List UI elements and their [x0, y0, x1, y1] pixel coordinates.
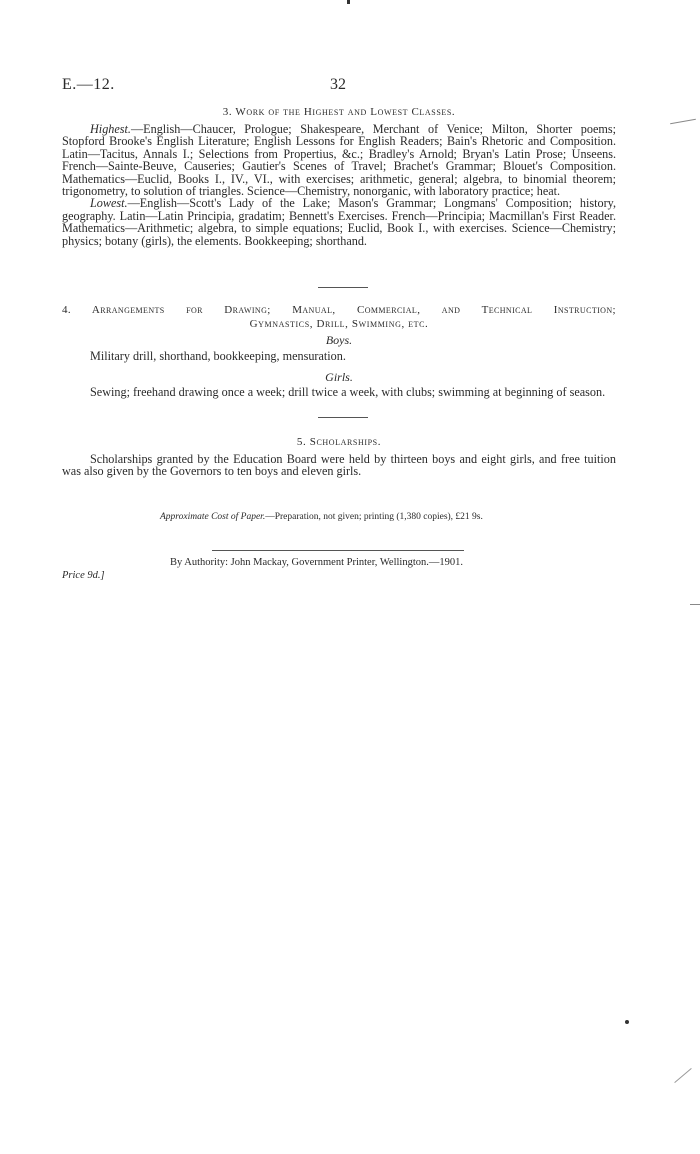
- highest-label: Highest.: [90, 122, 131, 136]
- section-4-subtitle: Gymnastics, Drill, Swimming, etc.: [249, 318, 429, 330]
- cost-of-paper-note: [160, 512, 483, 522]
- scan-mark: [670, 119, 696, 124]
- girls-text: Sewing; freehand drawing once a week; drill twice a week, with clubs; swimming at beginning of season.: [90, 385, 606, 399]
- section-3-body: [62, 123, 616, 247]
- highest-text: —English—Chaucer, Prologue; Shakespeare, Merchant of Venice; Milton, Shorter poems; Stopford Brooke's English Literature; English Lessons for English Readers; Bain's Rhetoric and Composition. Latin—Tacitus, Annals I.; Selections from Propertius, &c.; Bradley's Arnold; Bryan's Latin Prose; Unseens. French—Sainte-Beuve, Causeries; Gautier's Scenes of Travel; Brachet's Grammar; Blouet's Composition. Mathematics—Euclid, Books I., IV., VI., with exercises; arithmetic, general; algebra, to binomial theorem; trigonometry, to solution of triangles. Science—Chemistry, nonorganic, with laboratory practice; heat.: [62, 122, 616, 199]
- boys-paragraph: [62, 350, 616, 362]
- price: Price 9d.]: [62, 570, 105, 581]
- highest-paragraph: [62, 123, 616, 197]
- scan-mark: [674, 1068, 691, 1083]
- section-5-paragraph: [62, 453, 616, 478]
- girls-heading: Girls.: [325, 370, 353, 384]
- scan-speck: [347, 0, 350, 4]
- lowest-text: —English—Scott's Lady of the Lake; Mason's Grammar; Longmans' Composition; history, geography. Latin—Latin Principia, gradatim; Bennett's Exercises. French—Principia; Macmillan's First Reader. Mathematics—Arithmetic; algebra, to simple equations; Euclid, Book I., with exercises. Science—Chemistry; physics; botany (girls), the elements. Bookkeeping; shorthand.: [62, 196, 616, 248]
- cost-label: Approximate Cost of Paper.: [160, 512, 266, 522]
- boys-text: Military drill, shorthand, bookkeeping, mensuration.: [90, 349, 346, 363]
- girls-paragraph: [62, 386, 616, 398]
- cost-text: —Preparation, not given; printing (1,380 copies), £21 9s.: [265, 512, 483, 522]
- printer-imprint: By Authority: John Mackay, Government Printer, Wellington.—1901.: [170, 557, 463, 568]
- section-3-title: 3. Work of the Highest and Lowest Classes.: [222, 106, 456, 118]
- boys-heading: Boys.: [325, 333, 353, 347]
- section-divider: [318, 417, 368, 418]
- scan-mark: [690, 604, 700, 605]
- page-number: 32: [330, 76, 346, 93]
- section-divider: [318, 287, 368, 288]
- lowest-paragraph: [62, 197, 616, 247]
- section-5-title: 5. Scholarships.: [296, 436, 382, 448]
- footer-rule: [212, 550, 464, 551]
- document-reference: E.—12.: [62, 76, 115, 93]
- scan-speck: [625, 1020, 629, 1024]
- lowest-label: Lowest.: [90, 196, 128, 211]
- scholarships-text: Scholarships granted by the Education Board were held by thirteen boys and eight girls, and free tuition was also given by the Governors to ten boys and eleven girls.: [62, 452, 616, 479]
- section-4-title: 4. Arrangements for Drawing; Manual, Commercial, and Technical Instruction;: [62, 304, 616, 316]
